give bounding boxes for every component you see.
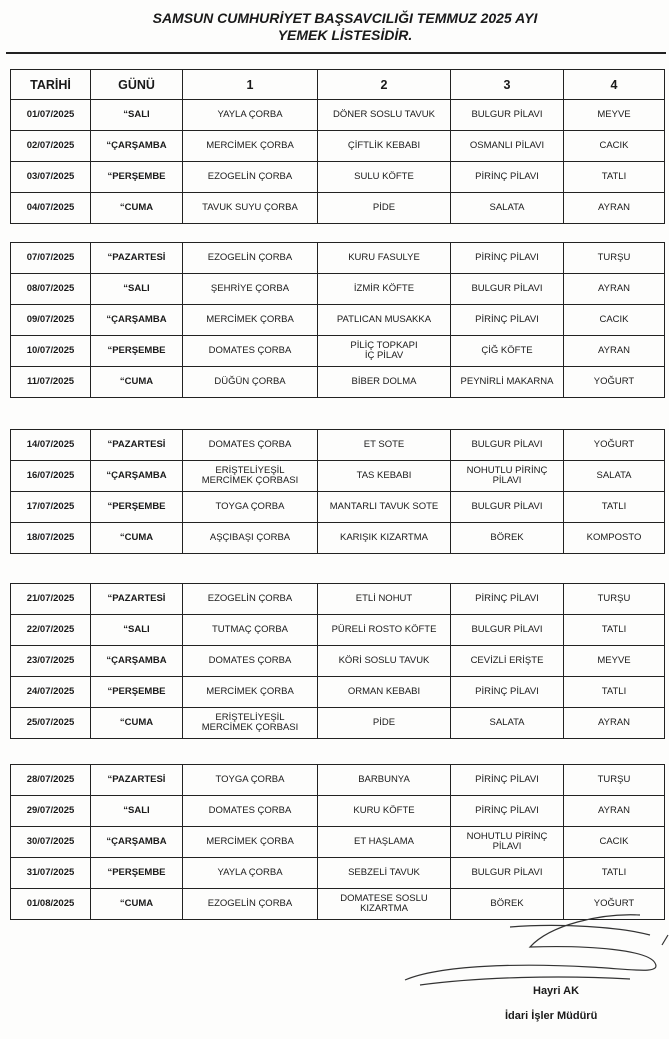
menu-extra-cell: AYRAN [564, 796, 665, 827]
menu-main-course-cell: ET SOTE [318, 430, 451, 461]
menu-soup-cell: EZOGELİN ÇORBA [183, 889, 318, 920]
header-col-3: 3 [451, 70, 564, 100]
menu-day-cell: “SALI [91, 274, 183, 305]
menu-day-cell: “PAZARTESİ [91, 243, 183, 274]
menu-soup-cell: EZOGELİN ÇORBA [183, 243, 318, 274]
table-row [11, 430, 665, 461]
table-row [11, 243, 665, 274]
menu-week-1-table [10, 69, 665, 224]
page-title [60, 10, 630, 44]
menu-main-course-cell: ETLİ NOHUT [318, 584, 451, 615]
menu-side-dish-cell: PİRİNÇ PİLAVI [451, 677, 564, 708]
menu-date-cell: 23/07/2025 [11, 646, 91, 677]
menu-date-cell: 17/07/2025 [11, 492, 91, 523]
menu-date-cell: 25/07/2025 [11, 708, 91, 739]
menu-date-cell: 22/07/2025 [11, 615, 91, 646]
menu-date-cell: 24/07/2025 [11, 677, 91, 708]
title-line-2: YEMEK LİSTESİDİR. [277, 27, 413, 43]
menu-extra-cell: AYRAN [564, 336, 665, 367]
menu-side-dish-cell: OSMANLI PİLAVI [451, 131, 564, 162]
menu-extra-cell: SALATA [564, 461, 665, 492]
menu-side-dish-cell: PİRİNÇ PİLAVI [451, 796, 564, 827]
menu-date-cell: 21/07/2025 [11, 584, 91, 615]
table-row [11, 100, 665, 131]
menu-day-cell: “PERŞEMBE [91, 492, 183, 523]
menu-side-dish-cell: BÖREK [451, 523, 564, 554]
menu-extra-cell: MEYVE [564, 646, 665, 677]
menu-soup-cell: ERİŞTELİYEŞİL MERCİMEK ÇORBASI [183, 461, 318, 492]
menu-extra-cell: AYRAN [564, 193, 665, 224]
menu-week-3-table [10, 429, 665, 554]
menu-date-cell: 10/07/2025 [11, 336, 91, 367]
table-row [11, 367, 665, 398]
menu-extra-cell: TATLI [564, 677, 665, 708]
menu-side-dish-cell: BULGUR PİLAVI [451, 858, 564, 889]
menu-date-cell: 14/07/2025 [11, 430, 91, 461]
menu-main-course-cell: KARIŞIK KIZARTMA [318, 523, 451, 554]
table-row [11, 796, 665, 827]
menu-main-course-cell: BARBUNYA [318, 765, 451, 796]
menu-date-cell: 31/07/2025 [11, 858, 91, 889]
menu-side-dish-cell: BULGUR PİLAVI [451, 430, 564, 461]
menu-side-dish-cell: SALATA [451, 193, 564, 224]
menu-soup-cell: MERCİMEK ÇORBA [183, 305, 318, 336]
header-col-4: 4 [564, 70, 665, 100]
menu-date-cell: 03/07/2025 [11, 162, 91, 193]
menu-soup-cell: TAVUK SUYU ÇORBA [183, 193, 318, 224]
signer-title: İdari İşler Müdürü [505, 1010, 598, 1022]
menu-side-dish-cell: PİRİNÇ PİLAVI [451, 305, 564, 336]
menu-date-cell: 01/07/2025 [11, 100, 91, 131]
menu-day-cell: “CUMA [91, 889, 183, 920]
menu-side-dish-cell: ÇİĞ KÖFTE [451, 336, 564, 367]
menu-soup-cell: DOMATES ÇORBA [183, 796, 318, 827]
menu-date-cell: 29/07/2025 [11, 796, 91, 827]
menu-main-course-cell: PİLİÇ TOPKAPI İÇ PİLAV [318, 336, 451, 367]
title-divider [6, 52, 666, 54]
menu-side-dish-cell: BULGUR PİLAVI [451, 615, 564, 646]
menu-extra-cell: TATLI [564, 162, 665, 193]
menu-date-cell: 01/08/2025 [11, 889, 91, 920]
menu-day-cell: “SALI [91, 796, 183, 827]
menu-day-cell: “PERŞEMBE [91, 336, 183, 367]
menu-extra-cell: CACIK [564, 131, 665, 162]
menu-main-course-cell: PİDE [318, 708, 451, 739]
menu-side-dish-cell: BULGUR PİLAVI [451, 492, 564, 523]
table-row [11, 305, 665, 336]
menu-day-cell: “PAZARTESİ [91, 584, 183, 615]
menu-date-cell: 09/07/2025 [11, 305, 91, 336]
menu-day-cell: “PERŞEMBE [91, 858, 183, 889]
menu-main-course-cell: TAS KEBABI [318, 461, 451, 492]
menu-extra-cell: MEYVE [564, 100, 665, 131]
menu-main-course-cell: ÇİFTLİK KEBABI [318, 131, 451, 162]
menu-extra-cell: CACIK [564, 827, 665, 858]
menu-soup-cell: DÜĞÜN ÇORBA [183, 367, 318, 398]
menu-date-cell: 16/07/2025 [11, 461, 91, 492]
menu-soup-cell: MERCİMEK ÇORBA [183, 677, 318, 708]
menu-day-cell: “CUMA [91, 523, 183, 554]
menu-day-cell: “ÇARŞAMBA [91, 131, 183, 162]
menu-extra-cell: YOĞURT [564, 889, 665, 920]
menu-extra-cell: TURŞU [564, 765, 665, 796]
table-row [11, 193, 665, 224]
menu-soup-cell: AŞÇIBAŞI ÇORBA [183, 523, 318, 554]
menu-extra-cell: TATLI [564, 492, 665, 523]
menu-week-5-table [10, 764, 665, 920]
menu-date-cell: 02/07/2025 [11, 131, 91, 162]
menu-main-course-cell: ET HAŞLAMA [318, 827, 451, 858]
menu-day-cell: “SALI [91, 615, 183, 646]
menu-day-cell: “PERŞEMBE [91, 162, 183, 193]
menu-date-cell: 11/07/2025 [11, 367, 91, 398]
menu-soup-cell: TOYGA ÇORBA [183, 492, 318, 523]
menu-side-dish-cell: PİRİNÇ PİLAVI [451, 243, 564, 274]
menu-side-dish-cell: NOHUTLU PİRİNÇ PİLAVI [451, 827, 564, 858]
table-row [11, 677, 665, 708]
menu-main-course-cell: BİBER DOLMA [318, 367, 451, 398]
table-row [11, 615, 665, 646]
menu-main-course-cell: KÖRİ SOSLU TAVUK [318, 646, 451, 677]
menu-day-cell: “PAZARTESİ [91, 765, 183, 796]
menu-soup-cell: ERİŞTELİYEŞİL MERCİMEK ÇORBASI [183, 708, 318, 739]
menu-soup-cell: MERCİMEK ÇORBA [183, 131, 318, 162]
menu-day-cell: “CUMA [91, 367, 183, 398]
menu-day-cell: “PERŞEMBE [91, 677, 183, 708]
menu-soup-cell: MERCİMEK ÇORBA [183, 827, 318, 858]
menu-date-cell: 30/07/2025 [11, 827, 91, 858]
menu-soup-cell: TOYGA ÇORBA [183, 765, 318, 796]
table-row [11, 827, 665, 858]
menu-side-dish-cell: BÖREK [451, 889, 564, 920]
menu-main-course-cell: KURU KÖFTE [318, 796, 451, 827]
menu-extra-cell: TATLI [564, 858, 665, 889]
menu-day-cell: “ÇARŞAMBA [91, 646, 183, 677]
menu-extra-cell: TATLI [564, 615, 665, 646]
menu-day-cell: “PAZARTESİ [91, 430, 183, 461]
menu-extra-cell: CACIK [564, 305, 665, 336]
menu-main-course-cell: SULU KÖFTE [318, 162, 451, 193]
menu-extra-cell: TURŞU [564, 243, 665, 274]
menu-extra-cell: TURŞU [564, 584, 665, 615]
menu-date-cell: 08/07/2025 [11, 274, 91, 305]
table-row [11, 162, 665, 193]
menu-side-dish-cell: SALATA [451, 708, 564, 739]
menu-day-cell: “ÇARŞAMBA [91, 827, 183, 858]
menu-date-cell: 18/07/2025 [11, 523, 91, 554]
menu-soup-cell: DOMATES ÇORBA [183, 646, 318, 677]
menu-main-course-cell: KURU FASULYE [318, 243, 451, 274]
menu-main-course-cell: PATLICAN MUSAKKA [318, 305, 451, 336]
menu-soup-cell: YAYLA ÇORBA [183, 858, 318, 889]
menu-soup-cell: DOMATES ÇORBA [183, 336, 318, 367]
menu-main-course-cell: İZMİR KÖFTE [318, 274, 451, 305]
menu-extra-cell: YOĞURT [564, 430, 665, 461]
header-col-1: 1 [183, 70, 318, 100]
menu-main-course-cell: DÖNER SOSLU TAVUK [318, 100, 451, 131]
table-row [11, 708, 665, 739]
menu-soup-cell: TUTMAÇ ÇORBA [183, 615, 318, 646]
menu-soup-cell: DOMATES ÇORBA [183, 430, 318, 461]
menu-extra-cell: KOMPOSTO [564, 523, 665, 554]
menu-day-cell: “ÇARŞAMBA [91, 461, 183, 492]
menu-week-4-table [10, 583, 665, 739]
menu-date-cell: 07/07/2025 [11, 243, 91, 274]
table-row [11, 523, 665, 554]
table-row [11, 492, 665, 523]
menu-main-course-cell: DOMATESE SOSLU KIZARTMA [318, 889, 451, 920]
menu-day-cell: “CUMA [91, 193, 183, 224]
menu-side-dish-cell: PİRİNÇ PİLAVI [451, 584, 564, 615]
signer-name: Hayri AK [533, 985, 580, 997]
menu-side-dish-cell: BULGUR PİLAVI [451, 100, 564, 131]
menu-extra-cell: YOĞURT [564, 367, 665, 398]
table-header-row [11, 70, 665, 100]
menu-day-cell: “ÇARŞAMBA [91, 305, 183, 336]
title-line-1: SAMSUN CUMHURİYET BAŞSAVCILIĞI TEMMUZ 2025 AYI [152, 10, 538, 26]
header-date: TARİHİ [11, 70, 91, 100]
menu-main-course-cell: ORMAN KEBABI [318, 677, 451, 708]
menu-side-dish-cell: PİRİNÇ PİLAVI [451, 162, 564, 193]
menu-main-course-cell: MANTARLI TAVUK SOTE [318, 492, 451, 523]
table-row [11, 858, 665, 889]
header-day: GÜNÜ [91, 70, 183, 100]
table-row [11, 765, 665, 796]
menu-day-cell: “CUMA [91, 708, 183, 739]
menu-soup-cell: EZOGELİN ÇORBA [183, 162, 318, 193]
menu-side-dish-cell: PİRİNÇ PİLAVI [451, 765, 564, 796]
menu-soup-cell: ŞEHRİYE ÇORBA [183, 274, 318, 305]
menu-extra-cell: AYRAN [564, 274, 665, 305]
menu-extra-cell: AYRAN [564, 708, 665, 739]
table-row [11, 274, 665, 305]
menu-soup-cell: EZOGELİN ÇORBA [183, 584, 318, 615]
table-row [11, 131, 665, 162]
menu-date-cell: 28/07/2025 [11, 765, 91, 796]
menu-main-course-cell: PİDE [318, 193, 451, 224]
table-row [11, 461, 665, 492]
menu-date-cell: 04/07/2025 [11, 193, 91, 224]
header-col-2: 2 [318, 70, 451, 100]
menu-side-dish-cell: BULGUR PİLAVI [451, 274, 564, 305]
menu-main-course-cell: SEBZELİ TAVUK [318, 858, 451, 889]
menu-side-dish-cell: CEVİZLİ ERİŞTE [451, 646, 564, 677]
menu-side-dish-cell: PEYNİRLİ MAKARNA [451, 367, 564, 398]
table-row [11, 336, 665, 367]
menu-soup-cell: YAYLA ÇORBA [183, 100, 318, 131]
table-row [11, 584, 665, 615]
menu-day-cell: “SALI [91, 100, 183, 131]
menu-side-dish-cell: NOHUTLU PİRİNÇ PİLAVI [451, 461, 564, 492]
table-row [11, 646, 665, 677]
menu-main-course-cell: PÜRELİ ROSTO KÖFTE [318, 615, 451, 646]
menu-week-2-table [10, 242, 665, 398]
